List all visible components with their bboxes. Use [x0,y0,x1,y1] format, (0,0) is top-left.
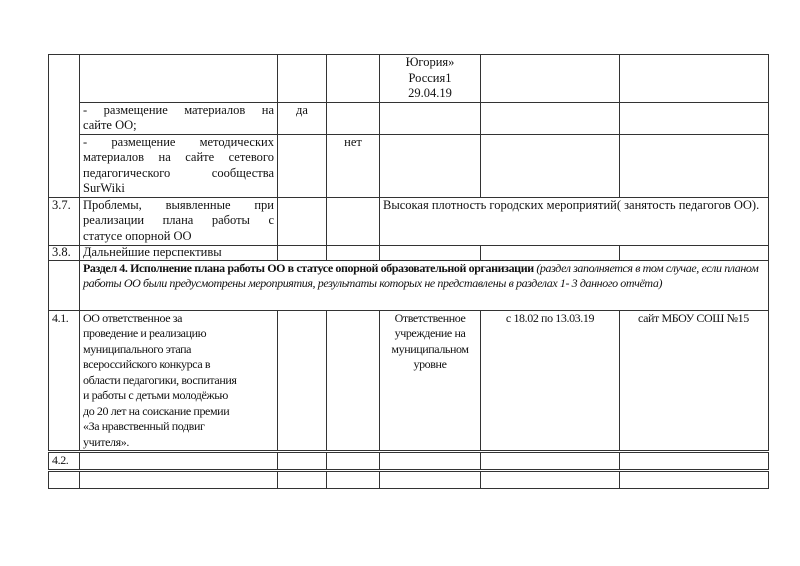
table-row [49,470,769,488]
section-4-heading: Раздел 4. Исполнение плана работы ОО в статусе опорной образовательной организации (раздел заполняется в том случае, если планом работы ОО были предусмотрены мероприятия, результаты которых не представлены в разделах 1- 3 данного отчёта) [80,260,769,310]
table-row [49,102,769,134]
report-table [48,54,769,489]
table-row [49,134,769,197]
indicator-cell: - размещение методических материалов на сайте сетевого педагогического сообщества SurWiki [80,134,278,197]
num-cell: 4.1. [49,310,80,452]
table-row [49,197,769,245]
indicator-cell: ОО ответственное за проведение и реализацию муниципального этапа всероссийского конкурса в области педагогики, воспитания и работы с детьми молодёжью до 20 лет на соискание премии «За нравственный подвиг учителя». [80,310,278,452]
num-cell: 4.2. [49,452,80,471]
table-row [49,55,769,103]
num-cell: 3.8. [49,245,80,260]
section-header-row [49,260,769,310]
level-cell: Ответственное учреждение на муниципальном уровне [380,310,481,452]
indicator-cell: Дальнейшие перспективы [80,245,278,260]
table-row [49,245,769,260]
table-row [49,310,769,452]
source-cell: сайт МБОУ СОШ №15 [620,310,769,452]
no-cell: нет [327,134,380,197]
indicator-cell: - размещение материалов на сайте ОО; [80,102,278,134]
indicator-cell: Проблемы, выявленные при реализации плана работы с статусе опорной ОО [80,197,278,245]
yes-cell: да [278,102,327,134]
table-row [49,452,769,471]
problems-cell: Высокая плотность городских мероприятий( занятость педагогов ОО). [380,197,769,245]
num-cell [49,55,80,198]
event-cell: Югория» Россия1 29.04.19 [380,55,481,103]
num-cell: 3.7. [49,197,80,245]
dates-cell: с 18.02 по 13.03.19 [481,310,620,452]
